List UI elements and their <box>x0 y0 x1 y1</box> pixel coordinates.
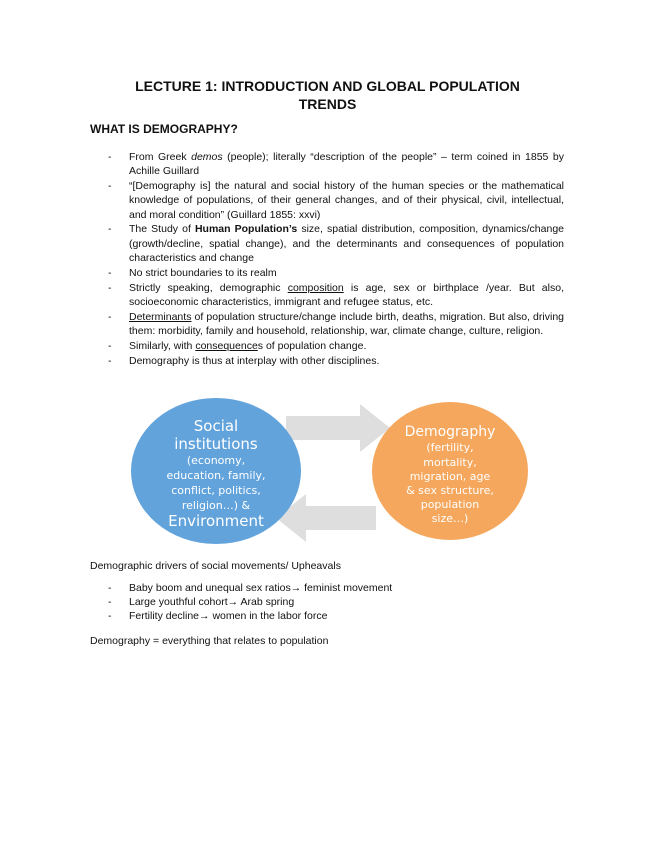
bullet-text: The Study of <box>129 223 195 236</box>
bullet-underline: composition <box>287 281 344 294</box>
bullet-dash: - <box>108 595 112 608</box>
title-line-1: LECTURE 1: INTRODUCTION AND GLOBAL POPULATION <box>135 78 520 94</box>
bullet-text: No strict boundaries to its realm <box>129 266 277 279</box>
bullet-dash: - <box>108 223 112 236</box>
title-line-2: TRENDS <box>298 96 357 112</box>
bullet-consequences <box>108 339 564 353</box>
bullet-study-of-population <box>108 222 564 265</box>
left-circle-line-1: Social <box>193 417 239 435</box>
right-circle-line-2: (fertility, <box>426 441 474 454</box>
right-circle-line-6: population <box>420 498 480 511</box>
left-circle-line-7: Environment <box>168 512 264 530</box>
definition-bullet-list <box>108 150 564 368</box>
bullet-text: of population structure/change include birth, deaths, migration. But also, driving them: morbidity, family and household, relationship, war, climate change, culture, religion. <box>129 310 564 338</box>
bullet-composition <box>108 281 564 310</box>
bullet-dash: - <box>108 609 112 622</box>
left-circle-line-5: conflict, politics, <box>171 484 261 497</box>
demography-interplay-diagram <box>130 398 535 546</box>
bullet-text: Similarly, with <box>129 339 196 352</box>
page-title <box>90 77 565 113</box>
driver-text: Fertility decline→ women in the labor force <box>129 609 328 622</box>
bullet-determinants <box>108 310 564 339</box>
bullet-text: From Greek <box>129 151 192 163</box>
bullet-strong: Human Population’s <box>194 223 298 236</box>
driver-text: Large youthful cohort→ Arab spring <box>129 595 295 608</box>
bullet-text: s of population change. <box>257 339 367 352</box>
bullet-dash: - <box>108 281 112 294</box>
diagram-svg <box>130 398 535 546</box>
bullet-underline: Determinants <box>129 310 192 323</box>
bullet-text: (people); literally “description of the people” – term coined in 1855 by Achille Guillard <box>129 151 564 178</box>
driver-item <box>108 610 392 624</box>
bullet-text: “[Demography is] the natural and social history of the human species or the mathematical knowledge of populations, of their general changes, and of their physical, civil, intellectual, and moral condition” (Guillard 1855: xxvi) <box>129 180 564 221</box>
left-circle-line-3: (economy, <box>186 454 246 467</box>
left-circle-line-6: religion…) & <box>181 499 251 512</box>
bullet-text: is age, sex or birthplace /year. But also, socioeconomic characteristics, immigrant and refugee status, etc. <box>129 281 564 308</box>
driver-text: Baby boom and unequal sex ratios→ feminist movement <box>129 582 393 594</box>
right-circle-line-7: size…) <box>431 512 469 525</box>
bullet-text: Demography is thus at interplay with other disciplines. <box>129 354 380 367</box>
bullet-emphasis: demos <box>191 151 223 163</box>
bullet-dash: - <box>108 354 112 367</box>
bullet-dash: - <box>108 339 112 352</box>
drivers-bullet-list <box>108 582 392 623</box>
bullet-dash: - <box>108 180 112 193</box>
definition-summary: Demography = everything that relates to population <box>90 635 329 647</box>
left-circle-line-4: education, family, <box>166 469 266 482</box>
bullet-greek-origin <box>108 150 564 179</box>
driver-item <box>108 582 392 596</box>
bullet-underline: consequence <box>195 339 258 352</box>
bullet-no-boundaries <box>108 266 564 280</box>
bullet-dash: - <box>108 266 112 279</box>
right-circle-line-3: mortality, <box>423 456 477 469</box>
left-circle-line-2: institutions <box>174 435 258 453</box>
driver-item <box>108 596 392 610</box>
section-heading: WHAT IS DEMOGRAPHY? <box>90 122 238 136</box>
bullet-dash: - <box>108 582 112 594</box>
bullet-dash: - <box>108 310 112 323</box>
bullet-interplay <box>108 354 564 368</box>
right-circle-line-4: migration, age <box>409 470 491 483</box>
right-arrow-icon <box>286 404 390 452</box>
bullet-dash: - <box>108 151 112 163</box>
drivers-heading: Demographic drivers of social movements/ Upheavals <box>90 560 341 572</box>
bullet-text: Strictly speaking, demographic <box>129 281 288 294</box>
bullet-guillard-quote <box>108 179 564 222</box>
right-circle-line-1: Demography <box>404 424 496 440</box>
right-circle-line-5: & sex structure, <box>406 484 494 497</box>
bullet-text: size, spatial distribution, composition, dynamics/change (growth/decline, spatial change), and the determinants and consequences of population characteristics and change <box>129 223 564 265</box>
